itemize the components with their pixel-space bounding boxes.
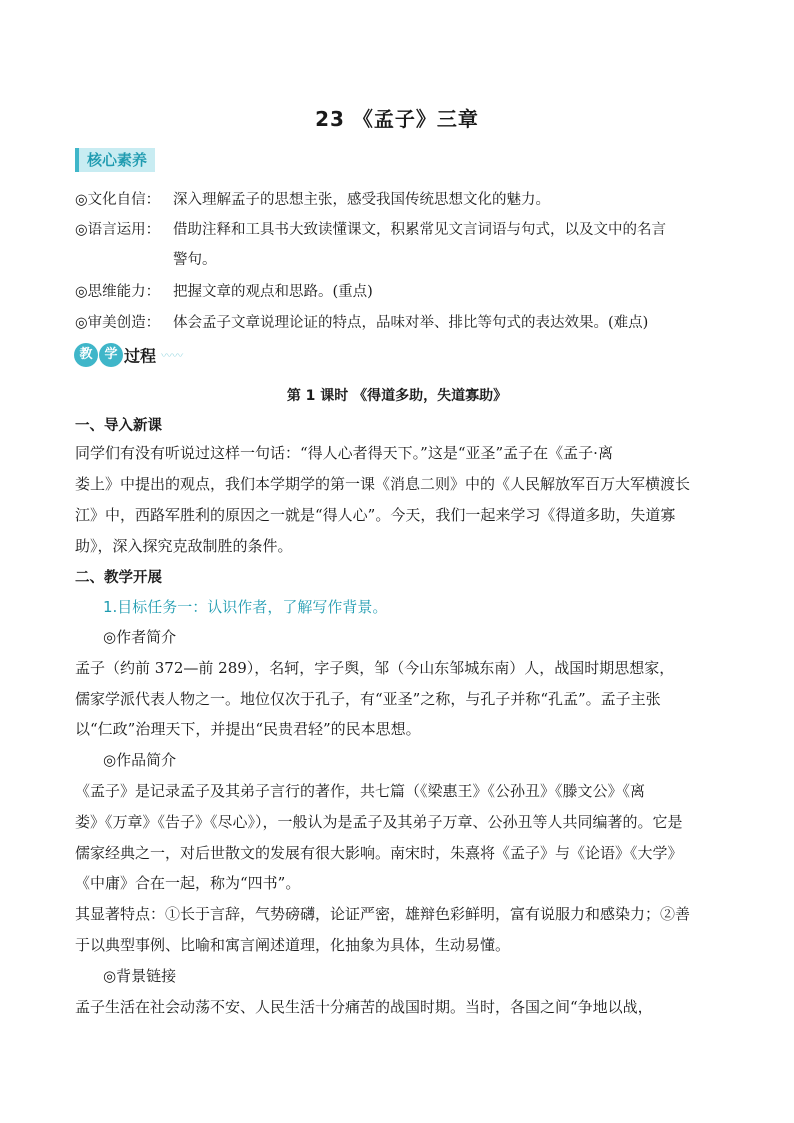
teaching-badge-rest: 过程 xyxy=(124,346,157,366)
work-intro-heading: ◎作品简介 xyxy=(103,751,177,769)
paragraph-line: 以“仁政”治理天下，并提出“民贵君轻”的民本思想。 xyxy=(75,720,421,738)
paragraph-line: 孟子生活在社会动荡不安、人民生活十分痛苦的战国时期。当时，各国之间“争地以战， xyxy=(75,998,653,1016)
core-item-lead: ◎审美创造： xyxy=(75,315,161,331)
teaching-badge-char-2: 学 xyxy=(99,343,123,367)
paragraph-line: 江》中，西路军胜利的原因之一就是“得人心”。今天，我们一起来学习《得道多助，失道寡 xyxy=(75,506,676,524)
core-item-lead: ◎文化自信： xyxy=(75,192,161,208)
page-title: 23 《孟子》三章 xyxy=(315,107,479,131)
teaching-badge-char-1: 教 xyxy=(74,343,98,367)
section-heading-intro: 一、导入新课 xyxy=(75,418,162,434)
core-item-text: 体会孟子文章说理论证的特点，品味对举、排比等句式的表达效果。(难点) xyxy=(173,315,649,331)
core-item-1 xyxy=(75,188,725,209)
paragraph-line: 同学们有没有听说过这样一句话：“得人心者得天下。”这是“亚圣”孟子在《孟子·离 xyxy=(75,444,613,462)
core-item-text: 借助注释和工具书大致读懂课文，积累常见文言词语与句式，以及文中的名言 xyxy=(173,222,666,238)
paragraph-line: 儒家经典之一，对后世散文的发展有很大影响。南宋时，朱熹将《孟子》与《论语》《大学》 xyxy=(75,844,683,862)
teaching-process-badge xyxy=(74,343,194,373)
author-intro-heading: ◎作者简介 xyxy=(103,628,177,646)
background-heading: ◎背景链接 xyxy=(103,967,177,985)
paragraph-line: 《孟子》是记录孟子及其弟子言行的著作，共七篇（《梁惠王》《公孙丑》《滕文公》《离 xyxy=(75,782,646,800)
core-item-text: 把握文章的观点和思路。(重点) xyxy=(173,284,373,300)
core-item-2-continuation: 警句。 xyxy=(173,252,217,268)
paragraph-line: 娄上》中提出的观点，我们本学期学的第一课《消息二则》中的《人民解放军百万大军横渡长 xyxy=(75,475,691,493)
paragraph-line: 孟子（约前 372—前 289），名轲，字子舆，邹（今山东邹城东南）人，战国时期思想家， xyxy=(75,659,675,677)
core-item-2 xyxy=(75,218,725,239)
core-item-4 xyxy=(75,311,725,332)
lesson-title: 第 1 课时 《得道多助，失道寡助》 xyxy=(286,388,508,404)
paragraph-line: 助》，深入探究克敌制胜的条件。 xyxy=(75,537,293,555)
section-heading-teaching: 二、教学开展 xyxy=(75,570,162,586)
core-item-text: 深入理解孟子的思想主张，感受我国传统思想文化的魅力。 xyxy=(173,192,550,208)
paragraph-line: 其显著特点：①长于言辞，气势磅礴，论证严密，雄辩色彩鲜明，富有说服力和感染力；②善 xyxy=(75,905,691,923)
paragraph-line: 儒家学派代表人物之一。地位仅次于孔子，有“亚圣”之称，与孔子并称“孔孟”。孟子主张 xyxy=(75,690,661,708)
core-item-3 xyxy=(75,280,725,301)
wave-decoration-icon: 〰〰 xyxy=(161,349,184,362)
paragraph-line: 于以典型事例、比喻和寓言阐述道理，化抽象为具体，生动易懂。 xyxy=(75,936,511,954)
task-goal-1: 1.目标任务一：认识作者，了解写作背景。 xyxy=(103,598,388,616)
paragraph-line: 娄》《万章》《告子》《尽心》），一般认为是孟子及其弟子万章、公孙丑等人共同编著的。它是 xyxy=(75,813,683,831)
core-item-lead: ◎语言运用： xyxy=(75,222,161,238)
core-item-lead: ◎思维能力： xyxy=(75,284,161,300)
paragraph-line: 《中庸》合在一起，称为“四书”。 xyxy=(75,874,301,892)
core-literacy-badge: 核心素养 xyxy=(75,148,155,172)
